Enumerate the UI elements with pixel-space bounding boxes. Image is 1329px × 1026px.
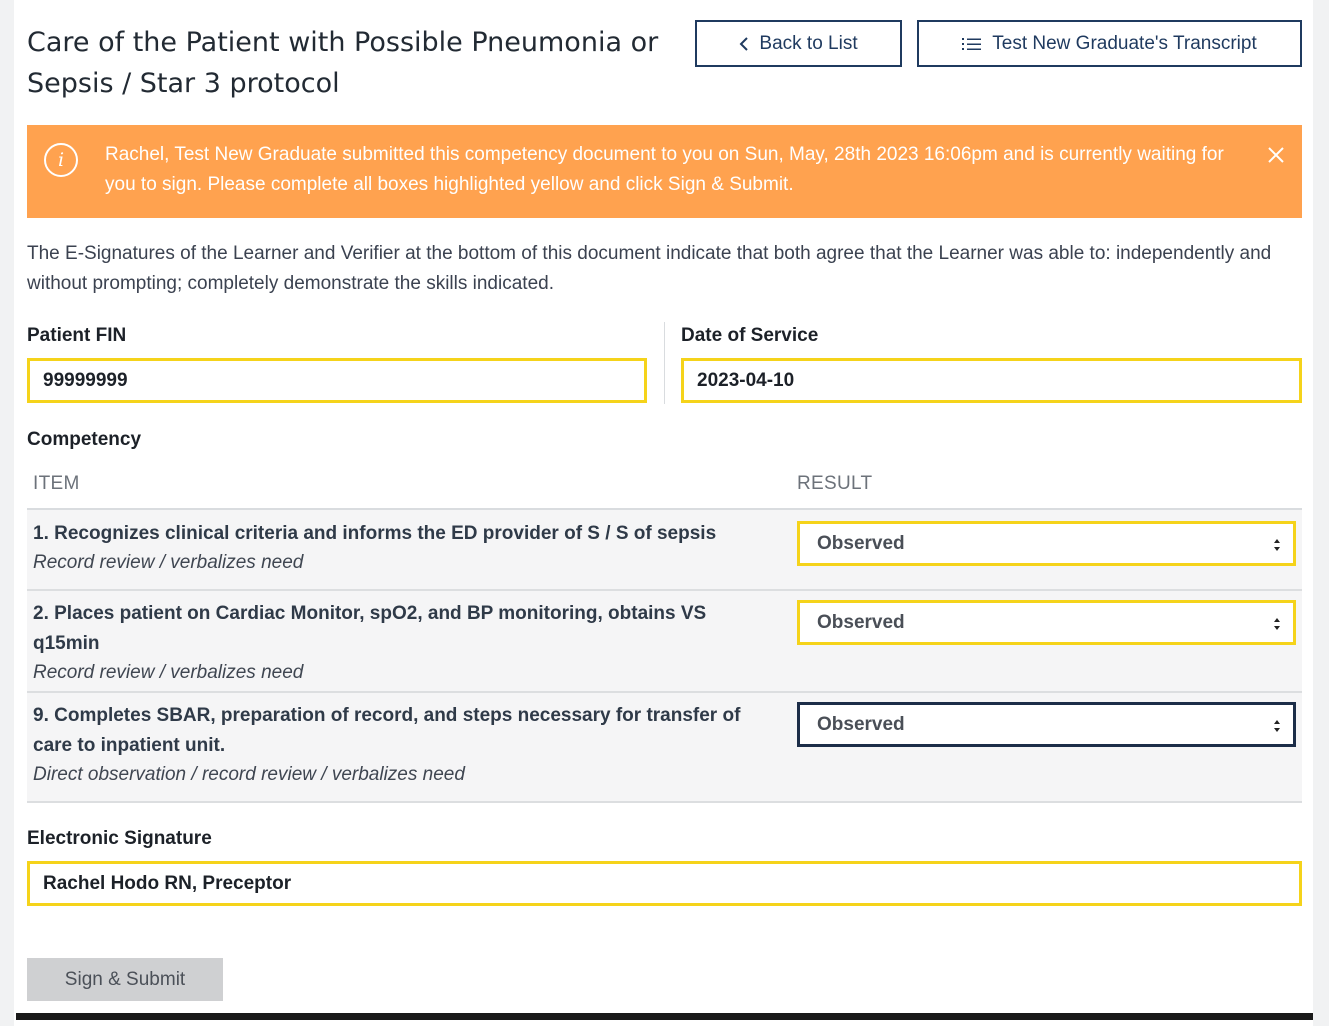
- right-scrollbar-track[interactable]: [1313, 0, 1329, 1026]
- chevron-left-icon: [739, 36, 749, 52]
- sort-arrows-icon: [1273, 717, 1281, 739]
- column-header-item: ITEM: [33, 473, 80, 494]
- result-select[interactable]: [797, 521, 1296, 566]
- competency-item-method: Direct observation / record review / verbalizes need: [33, 764, 465, 785]
- result-select-value: Observed: [817, 532, 905, 554]
- table-row: [27, 693, 1302, 803]
- competency-item-method: Record review / verbalizes need: [33, 662, 304, 683]
- sign-submit-button[interactable]: Sign & Submit: [27, 958, 223, 1001]
- result-select[interactable]: [797, 600, 1296, 645]
- result-select[interactable]: [797, 702, 1296, 747]
- alert-message: Rachel, Test New Graduate submitted this competency document to you on Sun, May, 28th 2023 16:06pm and is currently waiting for you to sign. Please complete all boxes highlighted yellow and click Sign & Submit.: [105, 144, 1224, 195]
- back-to-list-button[interactable]: [695, 20, 902, 67]
- electronic-signature-input[interactable]: Rachel Hodo RN, Preceptor: [27, 861, 1302, 906]
- competency-heading: Competency: [27, 429, 142, 450]
- info-icon: i: [44, 143, 78, 177]
- competency-item-title: 1. Recognizes clinical criteria and informs the ED provider of S / S of sepsis: [33, 523, 717, 544]
- field-divider: [664, 322, 665, 404]
- date-of-service-label: Date of Service: [681, 325, 819, 346]
- submission-alert: [27, 125, 1302, 218]
- competency-item-title: 2. Places patient on Cardiac Monitor, spO2, and BP monitoring, obtains VS q15min: [33, 603, 707, 654]
- close-icon[interactable]: [1266, 145, 1286, 165]
- table-row: [27, 591, 1302, 693]
- transcript-label: Test New Graduate's Transcript: [992, 32, 1257, 54]
- bottom-border: [16, 1013, 1313, 1020]
- list-icon: [962, 36, 982, 52]
- result-select-value: Observed: [817, 713, 905, 735]
- intro-text: The E-Signatures of the Learner and Verifier at the bottom of this document indicate that both agree that the Learner was able to: independently and without prompting; completely demonstrate the skills indicated.: [27, 243, 1272, 294]
- page-title: Care of the Patient with Possible Pneumonia or Sepsis / Star 3 protocol: [27, 27, 659, 99]
- patient-fin-input[interactable]: 99999999: [27, 358, 647, 403]
- left-gutter: [0, 0, 14, 1026]
- patient-fin-label: Patient FIN: [27, 325, 127, 346]
- competency-item-method: Record review / verbalizes need: [33, 552, 304, 573]
- competency-item-title: 9. Completes SBAR, preparation of record, and steps necessary for transfer of care to inpatient unit.: [33, 705, 741, 756]
- result-select-value: Observed: [817, 611, 905, 633]
- back-to-list-label: Back to List: [759, 32, 858, 54]
- sort-arrows-icon: [1273, 536, 1281, 558]
- electronic-signature-label: Electronic Signature: [27, 828, 212, 849]
- sort-arrows-icon: [1273, 615, 1281, 637]
- table-row: [27, 510, 1302, 591]
- column-header-result: RESULT: [797, 473, 873, 494]
- transcript-button[interactable]: [917, 20, 1302, 67]
- date-of-service-input[interactable]: 2023-04-10: [681, 358, 1302, 403]
